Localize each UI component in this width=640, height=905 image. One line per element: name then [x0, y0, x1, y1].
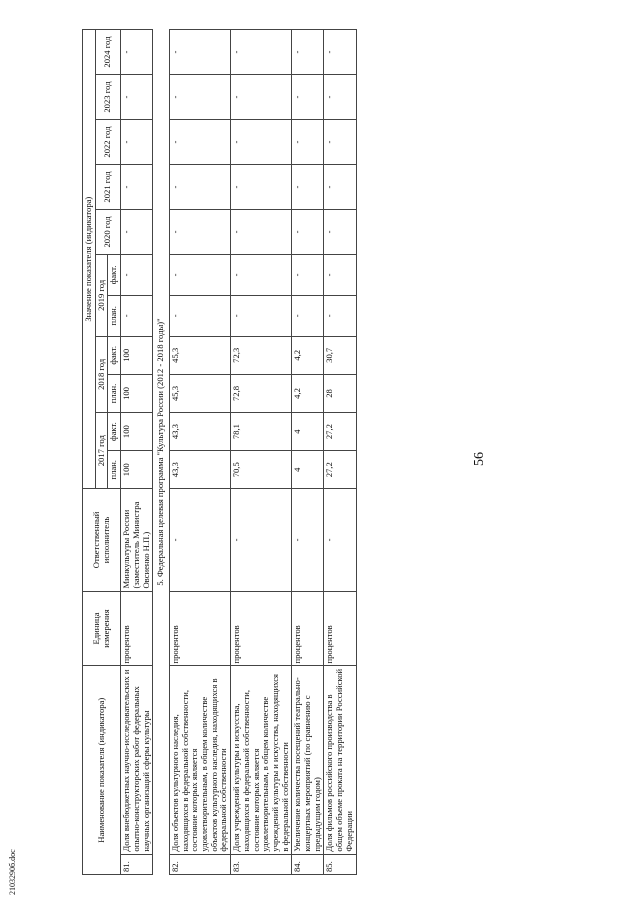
indicator-unit: процентов: [324, 591, 356, 666]
value-cell: 100: [121, 413, 153, 451]
value-cell: 45,3: [169, 374, 230, 412]
row-number: 82.: [169, 854, 230, 874]
value-cell: -: [169, 30, 230, 75]
value-cell: 43,3: [169, 451, 230, 489]
table-row: [169, 30, 230, 875]
value-cell: 27,2: [324, 413, 356, 451]
value-cell: 27,2: [324, 451, 356, 489]
indicator-responsible: -: [231, 489, 292, 591]
value-cell: -: [324, 75, 356, 120]
table-row: [231, 30, 292, 875]
header-unit: Единица измерения: [83, 591, 121, 666]
value-cell: -: [121, 295, 153, 336]
value-cell: -: [324, 120, 356, 165]
footer-code: 2103290б.doc: [8, 849, 17, 895]
value-cell: -: [292, 75, 324, 120]
value-cell: -: [121, 165, 153, 210]
value-cell: -: [169, 120, 230, 165]
value-cell: 100: [121, 336, 153, 374]
row-number: 83.: [231, 854, 292, 874]
value-cell: -: [169, 75, 230, 120]
header-2018-fact: факт.: [108, 336, 121, 374]
table-body: [121, 30, 356, 875]
value-cell: -: [292, 210, 324, 255]
header-2024: 2024 год: [95, 30, 120, 75]
indicator-name: Увеличение количества посещений театрально-концертных мероприятий (по сравнению с предыдущим годом): [292, 666, 324, 854]
row-number: 84.: [292, 854, 324, 874]
value-cell: -: [121, 30, 153, 75]
value-cell: 78,1: [231, 413, 292, 451]
value-cell: -: [169, 254, 230, 295]
value-cell: -: [121, 210, 153, 255]
value-cell: -: [121, 120, 153, 165]
value-cell: 45,3: [169, 336, 230, 374]
value-cell: 4,2: [292, 374, 324, 412]
value-cell: -: [169, 165, 230, 210]
section-row: [153, 30, 170, 875]
header-2018-plan: план.: [108, 374, 121, 412]
header-2023: 2023 год: [95, 75, 120, 120]
header-2020: 2020 год: [95, 210, 120, 255]
value-cell: -: [324, 295, 356, 336]
indicator-unit: процентов: [231, 591, 292, 666]
value-cell: -: [292, 30, 324, 75]
indicator-responsible: -: [324, 489, 356, 591]
header-2019-plan: план.: [108, 295, 121, 336]
value-cell: -: [292, 120, 324, 165]
indicator-name: Доля фильмов российского производства в общем объеме проката на территории Российской Федерации: [324, 666, 356, 854]
header-2017: 2017 год: [95, 413, 108, 489]
value-cell: -: [121, 75, 153, 120]
value-cell: -: [324, 210, 356, 255]
table-row: [324, 30, 356, 875]
table-header: [83, 30, 121, 875]
table-row: [121, 30, 153, 875]
value-cell: 100: [121, 374, 153, 412]
value-cell: -: [324, 254, 356, 295]
indicator-responsible: Минкультуры России (заместитель Министра Овсиенко Н.П.): [121, 489, 153, 591]
value-cell: 4,2: [292, 336, 324, 374]
indicator-responsible: -: [292, 489, 324, 591]
value-cell: -: [231, 30, 292, 75]
value-cell: -: [169, 210, 230, 255]
value-cell: -: [324, 165, 356, 210]
section-title: 5. Федеральная целевая программа "Культура России (2012 - 2018 годы)": [153, 30, 170, 875]
indicator-responsible: -: [169, 489, 230, 591]
value-cell: -: [231, 210, 292, 255]
header-2022: 2022 год: [95, 120, 120, 165]
header-values: Значение показателя (индикатора): [83, 30, 96, 489]
header-name: Наименование показателя (индикатора): [83, 666, 121, 875]
value-cell: 70,5: [231, 451, 292, 489]
value-cell: -: [169, 295, 230, 336]
indicator-name: Доля учреждений культуры и искусства, находящихся в федеральной собственности, состояние которых является удовлетворительным, в общем количестве учреждений культуры и искусства, находящихся в федеральной собственности: [231, 666, 292, 854]
value-cell: -: [231, 165, 292, 210]
header-2019: 2019 год: [95, 254, 108, 336]
value-cell: 43,3: [169, 413, 230, 451]
value-cell: 30,7: [324, 336, 356, 374]
page-number: 56: [472, 452, 487, 466]
indicator-name: Доля внебюджетных научно-исследовательских и опытно-конструкторских работ федеральных научных организаций сферы культуры: [121, 666, 153, 854]
value-cell: -: [292, 254, 324, 295]
value-cell: -: [324, 30, 356, 75]
value-cell: -: [231, 295, 292, 336]
value-cell: 28: [324, 374, 356, 412]
value-cell: -: [292, 165, 324, 210]
value-cell: -: [231, 254, 292, 295]
header-2017-plan: план.: [108, 451, 121, 489]
value-cell: 72,3: [231, 336, 292, 374]
value-cell: 4: [292, 451, 324, 489]
indicators-table: [82, 29, 357, 875]
value-cell: -: [231, 75, 292, 120]
value-cell: 100: [121, 451, 153, 489]
row-number: 85.: [324, 854, 356, 874]
indicator-unit: процентов: [169, 591, 230, 666]
value-cell: 4: [292, 413, 324, 451]
rotated-table-container: [82, 29, 532, 875]
value-cell: -: [121, 254, 153, 295]
header-responsible: Ответственный исполнитель: [83, 489, 121, 591]
indicator-unit: процентов: [292, 591, 324, 666]
header-2017-fact: факт.: [108, 413, 121, 451]
header-2018: 2018 год: [95, 336, 108, 412]
table-row: [292, 30, 324, 875]
header-2021: 2021 год: [95, 165, 120, 210]
value-cell: 72,8: [231, 374, 292, 412]
value-cell: -: [292, 295, 324, 336]
indicator-name: Доля объектов культурного наследия, находящихся в федеральной собственности, состояние которых является удовлетворительным, в общем количестве объектов культурного наследия, находящихся в федеральной собственности: [169, 666, 230, 854]
value-cell: -: [231, 120, 292, 165]
row-number: 81.: [121, 854, 153, 874]
indicator-unit: процентов: [121, 591, 153, 666]
header-2019-fact: факт.: [108, 254, 121, 295]
